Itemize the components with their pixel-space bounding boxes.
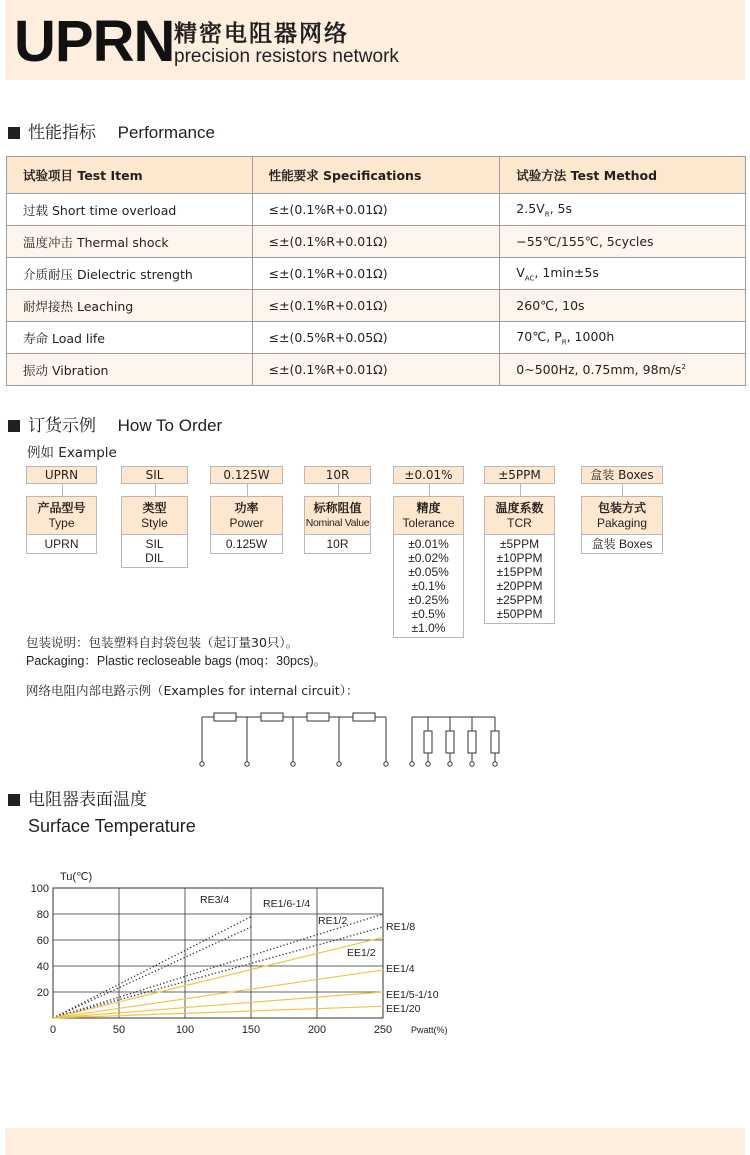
field-option: ±25PPM xyxy=(496,593,543,607)
field-name-en: Nominal Value xyxy=(305,517,370,529)
footer-banner xyxy=(5,1128,745,1155)
surface-temperature-chart xyxy=(0,860,750,1050)
table-row xyxy=(7,354,746,386)
field-name-en: TCR xyxy=(507,516,532,530)
series-label: RE3/4 xyxy=(200,894,230,906)
order-field-column xyxy=(210,496,283,554)
order-field-header xyxy=(27,497,96,535)
field-name-cn: 精度 xyxy=(416,501,441,515)
field-option: ±0.1% xyxy=(411,579,446,593)
x-tick-label: 50 xyxy=(112,1024,126,1036)
product-title-cn: 精密电阻器网络 xyxy=(174,21,349,47)
connector-line xyxy=(155,484,156,496)
surface-title-cn: 电阻器表面温度 xyxy=(28,790,147,810)
y-tick-label: 40 xyxy=(36,961,49,973)
field-name-cn: 类型 xyxy=(142,501,167,515)
order-field-column xyxy=(581,496,663,554)
field-option: ±0.25% xyxy=(408,593,449,607)
field-option: ±15PPM xyxy=(496,565,543,579)
x-tick-label: 250 xyxy=(373,1024,393,1036)
field-name-en: Type xyxy=(48,516,75,530)
x-axis-label: Pwatt(%) xyxy=(411,1025,448,1035)
connector-line xyxy=(247,484,248,496)
test-item-cell: 介质耐压 Dielectric strength xyxy=(7,258,253,290)
order-field-column xyxy=(26,496,97,554)
table-row xyxy=(7,194,746,226)
order-title-cn: 订货示例 xyxy=(28,416,96,436)
connector-line xyxy=(429,484,430,496)
field-option: ±0.05% xyxy=(408,565,449,579)
connector-line xyxy=(338,484,339,496)
field-name-en: Style xyxy=(141,516,168,530)
order-code-box: SIL xyxy=(121,466,188,484)
spec-cell: ≤±(0.1%R+0.01Ω) xyxy=(252,290,500,322)
connector-line xyxy=(520,484,521,496)
series-line xyxy=(53,1006,383,1018)
bullet-square-icon xyxy=(8,127,20,139)
spec-cell: ≤±(0.1%R+0.01Ω) xyxy=(252,194,500,226)
method-tail: , 1min±5s xyxy=(534,264,599,280)
field-name-cn: 温度系数 xyxy=(495,501,544,515)
x-tick-label: 150 xyxy=(241,1024,261,1036)
field-name-cn: 功率 xyxy=(234,501,259,515)
circuit-label: 网络电阻内部电路示例（Examples for internal circuit）： xyxy=(26,683,359,698)
series-label: EE1/4 xyxy=(386,963,415,975)
connector-line xyxy=(62,484,63,496)
product-title-en: precision resistors network xyxy=(174,46,399,67)
method-text: 70℃, P xyxy=(516,328,562,344)
spec-cell: ≤±(0.5%R+0.05Ω) xyxy=(252,322,500,354)
series-line xyxy=(53,927,383,1018)
field-name-cn: 标称阻值 xyxy=(313,501,362,515)
method-cell xyxy=(500,258,746,290)
order-code-box: 0.125W xyxy=(210,466,283,484)
test-item-cell: 耐焊接热 Leaching xyxy=(7,290,253,322)
performance-title-cn: 性能指标 xyxy=(28,123,96,143)
order-field-column xyxy=(121,496,188,568)
column-header: 试验方法 Test Method xyxy=(500,157,746,194)
order-code-box: ±5PPM xyxy=(484,466,555,484)
table-header-row xyxy=(7,157,746,194)
order-code-box: ±0.01% xyxy=(393,466,464,484)
method-cell xyxy=(500,194,746,226)
y-tick-label: 60 xyxy=(36,935,49,947)
column-header: 试验项目 Test Item xyxy=(7,157,253,194)
field-option: ±5PPM xyxy=(499,537,540,551)
field-option: 盒装 Boxes xyxy=(591,537,653,551)
field-name-en: Pakaging xyxy=(596,516,648,530)
brand-title: UPRN xyxy=(14,9,175,74)
field-option: ±0.5% xyxy=(411,607,446,621)
spec-cell: ≤±(0.1%R+0.01Ω) xyxy=(252,226,500,258)
order-code-box: 10R xyxy=(304,466,371,484)
test-item-cell: 温度冲击 Thermal shock xyxy=(7,226,253,258)
x-tick-label: 100 xyxy=(175,1024,195,1036)
order-code-box: UPRN xyxy=(26,466,97,484)
method-subscript: AC xyxy=(524,274,535,283)
table-row xyxy=(7,258,746,290)
y-tick-label: 100 xyxy=(30,883,49,895)
table-row xyxy=(7,322,746,354)
method-cell xyxy=(500,354,746,386)
test-item-cell: 寿命 Load life xyxy=(7,322,253,354)
field-option: DIL xyxy=(145,551,164,565)
method-tail: , 5s xyxy=(549,200,573,216)
table-row xyxy=(7,290,746,322)
series-label: EE1/5-1/10 xyxy=(386,989,439,1001)
connector-line xyxy=(622,484,623,496)
field-option: 0.125W xyxy=(225,537,268,551)
field-option: ±10PPM xyxy=(496,551,543,565)
field-option: UPRN xyxy=(44,537,79,551)
test-item-cell: 振动 Vibration xyxy=(7,354,253,386)
field-name-en: Power xyxy=(229,516,264,530)
x-tick-label: 0 xyxy=(49,1024,57,1036)
field-option: ±0.02% xyxy=(408,551,449,565)
order-heading xyxy=(8,415,222,437)
order-field-header xyxy=(394,497,463,535)
spec-cell: ≤±(0.1%R+0.01Ω) xyxy=(252,258,500,290)
series-label: EE1/20 xyxy=(386,1003,421,1015)
method-subscript: R xyxy=(544,210,550,219)
packaging-note-en: Packaging：Plastic recloseable bags (moq：30pcs)。 xyxy=(26,654,327,668)
field-option: ±1.0% xyxy=(411,621,446,635)
field-option: ±0.01% xyxy=(408,537,449,551)
method-text: 260℃, 10s xyxy=(516,298,585,313)
method-cell xyxy=(500,290,746,322)
method-text: 0~500Hz, 0.75mm, 98m/s xyxy=(516,362,682,377)
order-field-column xyxy=(484,496,555,624)
performance-heading xyxy=(8,122,215,144)
method-tail: , 1000h xyxy=(566,328,615,344)
spec-cell: ≤±(0.1%R+0.01Ω) xyxy=(252,354,500,386)
order-field-column xyxy=(304,496,371,554)
y-axis-label: Tu(℃) xyxy=(60,871,93,883)
plot-frame xyxy=(53,888,383,1018)
surface-title-en: Surface Temperature xyxy=(28,816,196,836)
field-option: ±20PPM xyxy=(496,579,543,593)
x-tick-label: 200 xyxy=(307,1024,327,1036)
method-superscript: 2 xyxy=(681,362,686,371)
series-label: RE1/6-1/4 xyxy=(263,898,311,910)
method-cell xyxy=(500,322,746,354)
method-subscript: R xyxy=(561,338,567,347)
order-field-header xyxy=(485,497,554,535)
bullet-square-icon xyxy=(8,420,20,432)
field-name-cn: 包装方式 xyxy=(597,501,646,515)
field-option: 10R xyxy=(326,537,349,551)
surface-heading xyxy=(8,789,147,811)
y-tick-label: 20 xyxy=(36,987,49,999)
field-option: ±50PPM xyxy=(496,607,543,621)
performance-table xyxy=(6,156,746,386)
method-text: 2.5V xyxy=(516,200,545,216)
table-row xyxy=(7,226,746,258)
column-header: 性能要求 Specifications xyxy=(252,157,500,194)
bussed-circuit-diagram xyxy=(410,717,499,766)
sil-circuit-diagram xyxy=(200,713,388,766)
internal-circuit-diagrams xyxy=(190,706,520,772)
order-field-header xyxy=(582,497,662,535)
y-tick-label: 80 xyxy=(36,909,49,921)
order-field-header xyxy=(211,497,282,535)
test-item-cell: 过载 Short time overload xyxy=(7,194,253,226)
series-label: EE1/2 xyxy=(347,947,376,959)
series-line xyxy=(53,917,251,1018)
order-code-box: 盒装 Boxes xyxy=(581,466,663,484)
order-title-en: How To Order xyxy=(117,416,223,435)
packaging-note-cn: 包装说明：包装塑料自封袋包装（起订量30只）。 xyxy=(26,635,299,650)
example-label: 例如 Example xyxy=(27,445,117,461)
field-name-cn: 产品型号 xyxy=(37,501,86,515)
order-field-header xyxy=(305,497,370,535)
series-label: RE1/8 xyxy=(386,921,416,933)
series-label: RE1/2 xyxy=(318,915,348,927)
order-field-header xyxy=(122,497,187,535)
performance-title-en: Performance xyxy=(117,123,215,142)
field-option: SIL xyxy=(145,537,164,551)
field-name-en: Tolerance xyxy=(402,516,455,530)
order-field-column xyxy=(393,496,464,638)
method-text: V xyxy=(516,264,525,280)
bullet-square-icon xyxy=(8,794,20,806)
series-line xyxy=(53,992,383,1018)
method-text: −55℃/155℃, 5cycles xyxy=(516,234,654,249)
method-cell xyxy=(500,226,746,258)
